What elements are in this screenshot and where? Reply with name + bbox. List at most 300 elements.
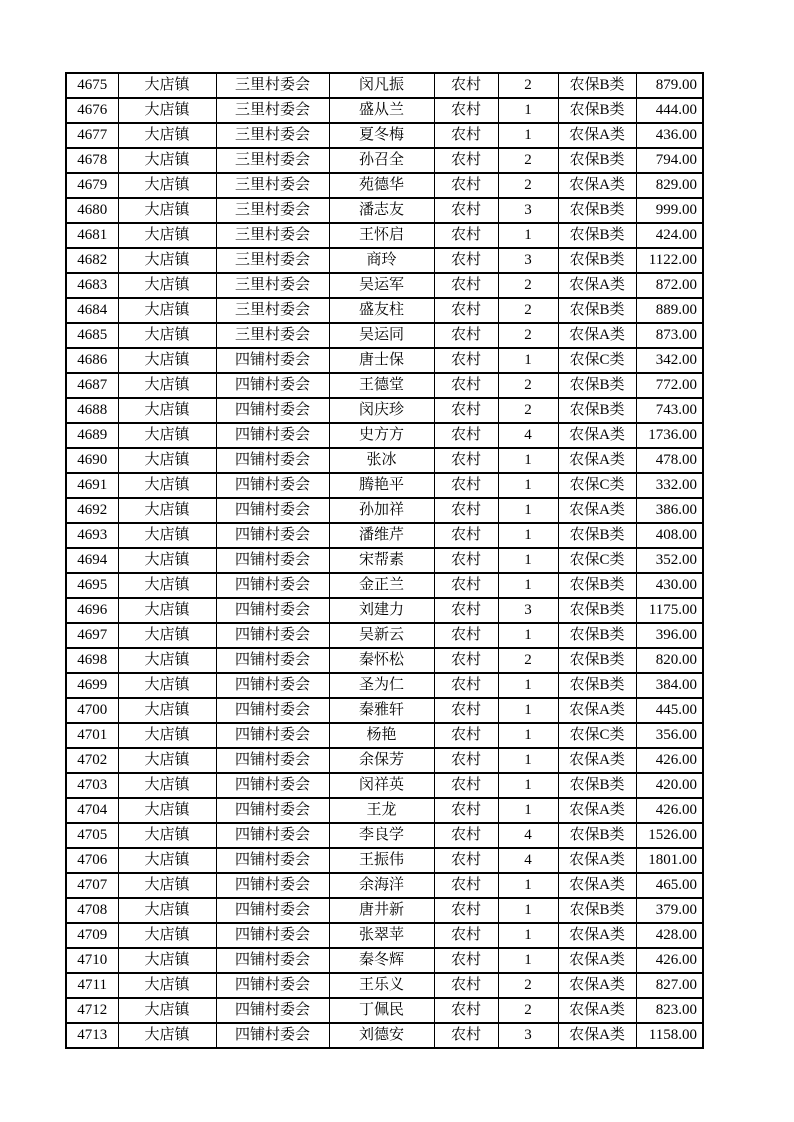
person-count-cell: 1	[498, 673, 558, 698]
amount-cell: 420.00	[636, 773, 703, 798]
amount-cell: 820.00	[636, 648, 703, 673]
person-name-cell: 圣为仁	[329, 673, 434, 698]
insurance-class-cell: 农保B类	[558, 673, 636, 698]
person-count-cell: 2	[498, 73, 558, 98]
insurance-class-cell: 农保A类	[558, 273, 636, 298]
person-count-cell: 4	[498, 823, 558, 848]
person-count-cell: 1	[498, 873, 558, 898]
town-cell: 大店镇	[118, 623, 216, 648]
town-cell: 大店镇	[118, 598, 216, 623]
town-cell: 大店镇	[118, 423, 216, 448]
village-committee-cell: 三里村委会	[216, 323, 329, 348]
person-name-cell: 金正兰	[329, 573, 434, 598]
village-committee-cell: 四铺村委会	[216, 773, 329, 798]
residence-type-cell: 农村	[434, 623, 498, 648]
person-name-cell: 孙召全	[329, 148, 434, 173]
serial-number-cell: 4696	[66, 598, 118, 623]
person-count-cell: 4	[498, 423, 558, 448]
town-cell: 大店镇	[118, 823, 216, 848]
amount-cell: 386.00	[636, 498, 703, 523]
table-row	[66, 198, 703, 223]
insurance-class-cell: 农保B类	[558, 898, 636, 923]
insurance-class-cell: 农保A类	[558, 423, 636, 448]
town-cell: 大店镇	[118, 773, 216, 798]
serial-number-cell: 4682	[66, 248, 118, 273]
table-row	[66, 348, 703, 373]
amount-cell: 1526.00	[636, 823, 703, 848]
amount-cell: 445.00	[636, 698, 703, 723]
insurance-class-cell: 农保B类	[558, 373, 636, 398]
table-row	[66, 423, 703, 448]
residence-type-cell: 农村	[434, 548, 498, 573]
table-row	[66, 298, 703, 323]
amount-cell: 408.00	[636, 523, 703, 548]
insurance-class-cell: 农保A类	[558, 698, 636, 723]
insurance-class-cell: 农保B类	[558, 598, 636, 623]
person-name-cell: 王怀启	[329, 223, 434, 248]
person-name-cell: 秦雅轩	[329, 698, 434, 723]
serial-number-cell: 4691	[66, 473, 118, 498]
person-name-cell: 秦怀松	[329, 648, 434, 673]
amount-cell: 879.00	[636, 73, 703, 98]
person-count-cell: 2	[498, 398, 558, 423]
table-row	[66, 923, 703, 948]
amount-cell: 823.00	[636, 998, 703, 1023]
person-name-cell: 吴运同	[329, 323, 434, 348]
person-name-cell: 史方方	[329, 423, 434, 448]
person-count-cell: 1	[498, 348, 558, 373]
serial-number-cell: 4695	[66, 573, 118, 598]
person-count-cell: 3	[498, 598, 558, 623]
amount-cell: 342.00	[636, 348, 703, 373]
person-count-cell: 1	[498, 523, 558, 548]
person-count-cell: 1	[498, 473, 558, 498]
person-count-cell: 1	[498, 773, 558, 798]
town-cell: 大店镇	[118, 798, 216, 823]
amount-cell: 436.00	[636, 123, 703, 148]
person-count-cell: 2	[498, 373, 558, 398]
table-row	[66, 98, 703, 123]
table-row	[66, 673, 703, 698]
town-cell: 大店镇	[118, 473, 216, 498]
insurance-class-cell: 农保A类	[558, 448, 636, 473]
amount-cell: 827.00	[636, 973, 703, 998]
insurance-class-cell: 农保A类	[558, 923, 636, 948]
person-count-cell: 1	[498, 748, 558, 773]
serial-number-cell: 4693	[66, 523, 118, 548]
residence-type-cell: 农村	[434, 98, 498, 123]
town-cell: 大店镇	[118, 1023, 216, 1048]
person-name-cell: 吴新云	[329, 623, 434, 648]
residence-type-cell: 农村	[434, 198, 498, 223]
amount-cell: 379.00	[636, 898, 703, 923]
insurance-class-cell: 农保A类	[558, 973, 636, 998]
residence-type-cell: 农村	[434, 1023, 498, 1048]
person-count-cell: 1	[498, 498, 558, 523]
residence-type-cell: 农村	[434, 723, 498, 748]
person-count-cell: 1	[498, 948, 558, 973]
insurance-class-cell: 农保B类	[558, 298, 636, 323]
town-cell: 大店镇	[118, 123, 216, 148]
amount-cell: 872.00	[636, 273, 703, 298]
serial-number-cell: 4713	[66, 1023, 118, 1048]
serial-number-cell: 4690	[66, 448, 118, 473]
serial-number-cell: 4697	[66, 623, 118, 648]
residence-type-cell: 农村	[434, 298, 498, 323]
village-committee-cell: 四铺村委会	[216, 673, 329, 698]
amount-cell: 352.00	[636, 548, 703, 573]
town-cell: 大店镇	[118, 223, 216, 248]
serial-number-cell: 4700	[66, 698, 118, 723]
town-cell: 大店镇	[118, 323, 216, 348]
person-name-cell: 唐士保	[329, 348, 434, 373]
person-name-cell: 腾艳平	[329, 473, 434, 498]
person-name-cell: 杨艳	[329, 723, 434, 748]
village-committee-cell: 四铺村委会	[216, 623, 329, 648]
town-cell: 大店镇	[118, 498, 216, 523]
insurance-class-cell: 农保A类	[558, 323, 636, 348]
insurance-class-cell: 农保A类	[558, 798, 636, 823]
serial-number-cell: 4683	[66, 273, 118, 298]
person-count-cell: 1	[498, 723, 558, 748]
village-committee-cell: 四铺村委会	[216, 873, 329, 898]
residence-type-cell: 农村	[434, 448, 498, 473]
serial-number-cell: 4676	[66, 98, 118, 123]
village-committee-cell: 四铺村委会	[216, 423, 329, 448]
person-name-cell: 余保芳	[329, 748, 434, 773]
residence-type-cell: 农村	[434, 523, 498, 548]
town-cell: 大店镇	[118, 748, 216, 773]
town-cell: 大店镇	[118, 873, 216, 898]
residence-type-cell: 农村	[434, 823, 498, 848]
serial-number-cell: 4701	[66, 723, 118, 748]
insurance-class-cell: 农保B类	[558, 148, 636, 173]
serial-number-cell: 4705	[66, 823, 118, 848]
person-name-cell: 张翠苹	[329, 923, 434, 948]
amount-cell: 743.00	[636, 398, 703, 423]
person-name-cell: 唐井新	[329, 898, 434, 923]
residence-type-cell: 农村	[434, 773, 498, 798]
amount-cell: 426.00	[636, 748, 703, 773]
serial-number-cell: 4709	[66, 923, 118, 948]
person-name-cell: 潘志友	[329, 198, 434, 223]
insurance-class-cell: 农保B类	[558, 223, 636, 248]
amount-cell: 889.00	[636, 298, 703, 323]
table-row	[66, 948, 703, 973]
insurance-class-cell: 农保C类	[558, 548, 636, 573]
person-name-cell: 李良学	[329, 823, 434, 848]
village-committee-cell: 四铺村委会	[216, 748, 329, 773]
residence-type-cell: 农村	[434, 473, 498, 498]
person-count-cell: 1	[498, 223, 558, 248]
town-cell: 大店镇	[118, 148, 216, 173]
insurance-class-cell: 农保A类	[558, 1023, 636, 1048]
village-committee-cell: 三里村委会	[216, 173, 329, 198]
insurance-class-cell: 农保B类	[558, 623, 636, 648]
person-name-cell: 刘建力	[329, 598, 434, 623]
amount-cell: 1122.00	[636, 248, 703, 273]
residence-type-cell: 农村	[434, 273, 498, 298]
village-committee-cell: 四铺村委会	[216, 548, 329, 573]
serial-number-cell: 4692	[66, 498, 118, 523]
insurance-class-cell: 农保A类	[558, 873, 636, 898]
table-row	[66, 898, 703, 923]
town-cell: 大店镇	[118, 373, 216, 398]
village-committee-cell: 三里村委会	[216, 73, 329, 98]
serial-number-cell: 4702	[66, 748, 118, 773]
table-row	[66, 698, 703, 723]
table-row	[66, 273, 703, 298]
town-cell: 大店镇	[118, 723, 216, 748]
amount-cell: 1158.00	[636, 1023, 703, 1048]
village-committee-cell: 四铺村委会	[216, 973, 329, 998]
insurance-class-cell: 农保A类	[558, 498, 636, 523]
village-committee-cell: 四铺村委会	[216, 498, 329, 523]
residence-type-cell: 农村	[434, 798, 498, 823]
village-committee-cell: 四铺村委会	[216, 798, 329, 823]
serial-number-cell: 4699	[66, 673, 118, 698]
town-cell: 大店镇	[118, 523, 216, 548]
person-name-cell: 商玲	[329, 248, 434, 273]
insurance-class-cell: 农保B类	[558, 648, 636, 673]
village-committee-cell: 四铺村委会	[216, 998, 329, 1023]
table-row	[66, 448, 703, 473]
amount-cell: 478.00	[636, 448, 703, 473]
amount-cell: 424.00	[636, 223, 703, 248]
residence-type-cell: 农村	[434, 373, 498, 398]
amount-cell: 772.00	[636, 373, 703, 398]
insurance-class-cell: 农保B类	[558, 823, 636, 848]
residence-type-cell: 农村	[434, 948, 498, 973]
amount-cell: 426.00	[636, 798, 703, 823]
town-cell: 大店镇	[118, 198, 216, 223]
person-count-cell: 2	[498, 273, 558, 298]
serial-number-cell: 4675	[66, 73, 118, 98]
town-cell: 大店镇	[118, 573, 216, 598]
table-row	[66, 73, 703, 98]
person-count-cell: 1	[498, 623, 558, 648]
amount-cell: 426.00	[636, 948, 703, 973]
amount-cell: 356.00	[636, 723, 703, 748]
person-name-cell: 闵庆珍	[329, 398, 434, 423]
table-row	[66, 848, 703, 873]
person-count-cell: 1	[498, 698, 558, 723]
serial-number-cell: 4685	[66, 323, 118, 348]
table-row	[66, 173, 703, 198]
serial-number-cell: 4710	[66, 948, 118, 973]
town-cell: 大店镇	[118, 273, 216, 298]
table-row	[66, 748, 703, 773]
person-name-cell: 张冰	[329, 448, 434, 473]
town-cell: 大店镇	[118, 948, 216, 973]
residence-type-cell: 农村	[434, 748, 498, 773]
person-count-cell: 2	[498, 998, 558, 1023]
village-committee-cell: 四铺村委会	[216, 648, 329, 673]
amount-cell: 384.00	[636, 673, 703, 698]
village-committee-cell: 四铺村委会	[216, 723, 329, 748]
village-committee-cell: 三里村委会	[216, 148, 329, 173]
town-cell: 大店镇	[118, 698, 216, 723]
serial-number-cell: 4708	[66, 898, 118, 923]
residence-type-cell: 农村	[434, 148, 498, 173]
serial-number-cell: 4687	[66, 373, 118, 398]
residence-type-cell: 农村	[434, 848, 498, 873]
residence-type-cell: 农村	[434, 348, 498, 373]
town-cell: 大店镇	[118, 398, 216, 423]
residence-type-cell: 农村	[434, 173, 498, 198]
table-row	[66, 823, 703, 848]
serial-number-cell: 4680	[66, 198, 118, 223]
table-row	[66, 373, 703, 398]
person-name-cell: 宋帮素	[329, 548, 434, 573]
village-committee-cell: 四铺村委会	[216, 398, 329, 423]
insurance-class-cell: 农保C类	[558, 723, 636, 748]
person-count-cell: 3	[498, 248, 558, 273]
residence-type-cell: 农村	[434, 673, 498, 698]
village-committee-cell: 三里村委会	[216, 123, 329, 148]
table-row	[66, 573, 703, 598]
residence-type-cell: 农村	[434, 998, 498, 1023]
amount-cell: 428.00	[636, 923, 703, 948]
person-name-cell: 余海洋	[329, 873, 434, 898]
amount-cell: 829.00	[636, 173, 703, 198]
person-name-cell: 盛友柱	[329, 298, 434, 323]
amount-cell: 1736.00	[636, 423, 703, 448]
town-cell: 大店镇	[118, 998, 216, 1023]
amount-cell: 1175.00	[636, 598, 703, 623]
person-name-cell: 王龙	[329, 798, 434, 823]
residence-type-cell: 农村	[434, 398, 498, 423]
person-count-cell: 3	[498, 198, 558, 223]
residence-type-cell: 农村	[434, 648, 498, 673]
village-committee-cell: 三里村委会	[216, 98, 329, 123]
person-name-cell: 盛从兰	[329, 98, 434, 123]
person-count-cell: 1	[498, 898, 558, 923]
village-committee-cell: 四铺村委会	[216, 948, 329, 973]
insurance-class-cell: 农保B类	[558, 98, 636, 123]
town-cell: 大店镇	[118, 973, 216, 998]
residence-type-cell: 农村	[434, 498, 498, 523]
table-row	[66, 873, 703, 898]
person-name-cell: 秦冬辉	[329, 948, 434, 973]
person-count-cell: 1	[498, 798, 558, 823]
insurance-class-cell: 农保A类	[558, 173, 636, 198]
serial-number-cell: 4694	[66, 548, 118, 573]
amount-cell: 1801.00	[636, 848, 703, 873]
serial-number-cell: 4681	[66, 223, 118, 248]
person-name-cell: 夏冬梅	[329, 123, 434, 148]
village-committee-cell: 四铺村委会	[216, 448, 329, 473]
serial-number-cell: 4711	[66, 973, 118, 998]
village-committee-cell: 四铺村委会	[216, 698, 329, 723]
table-row	[66, 473, 703, 498]
person-count-cell: 4	[498, 848, 558, 873]
village-committee-cell: 三里村委会	[216, 273, 329, 298]
table-row	[66, 248, 703, 273]
person-name-cell: 刘德安	[329, 1023, 434, 1048]
person-count-cell: 2	[498, 323, 558, 348]
village-committee-cell: 四铺村委会	[216, 898, 329, 923]
insurance-class-cell: 农保A类	[558, 748, 636, 773]
town-cell: 大店镇	[118, 923, 216, 948]
town-cell: 大店镇	[118, 673, 216, 698]
serial-number-cell: 4707	[66, 873, 118, 898]
amount-cell: 794.00	[636, 148, 703, 173]
person-count-cell: 1	[498, 548, 558, 573]
amount-cell: 999.00	[636, 198, 703, 223]
town-cell: 大店镇	[118, 348, 216, 373]
residence-type-cell: 农村	[434, 898, 498, 923]
residence-type-cell: 农村	[434, 73, 498, 98]
town-cell: 大店镇	[118, 648, 216, 673]
person-name-cell: 吴运军	[329, 273, 434, 298]
person-name-cell: 闵凡振	[329, 73, 434, 98]
table-row	[66, 648, 703, 673]
table-row	[66, 623, 703, 648]
person-count-cell: 1	[498, 573, 558, 598]
person-name-cell: 孙加祥	[329, 498, 434, 523]
insurance-class-cell: 农保A类	[558, 123, 636, 148]
amount-cell: 444.00	[636, 98, 703, 123]
town-cell: 大店镇	[118, 898, 216, 923]
village-committee-cell: 四铺村委会	[216, 823, 329, 848]
residence-type-cell: 农村	[434, 123, 498, 148]
person-name-cell: 闵祥英	[329, 773, 434, 798]
village-committee-cell: 四铺村委会	[216, 348, 329, 373]
person-name-cell: 潘维芹	[329, 523, 434, 548]
residence-type-cell: 农村	[434, 973, 498, 998]
amount-cell: 465.00	[636, 873, 703, 898]
person-count-cell: 3	[498, 1023, 558, 1048]
person-count-cell: 2	[498, 298, 558, 323]
table-row	[66, 398, 703, 423]
village-committee-cell: 四铺村委会	[216, 573, 329, 598]
serial-number-cell: 4689	[66, 423, 118, 448]
serial-number-cell: 4704	[66, 798, 118, 823]
table-row	[66, 598, 703, 623]
town-cell: 大店镇	[118, 248, 216, 273]
village-committee-cell: 三里村委会	[216, 248, 329, 273]
amount-cell: 873.00	[636, 323, 703, 348]
town-cell: 大店镇	[118, 73, 216, 98]
table-row	[66, 723, 703, 748]
person-count-cell: 2	[498, 148, 558, 173]
residence-type-cell: 农村	[434, 698, 498, 723]
table-row	[66, 798, 703, 823]
serial-number-cell: 4684	[66, 298, 118, 323]
town-cell: 大店镇	[118, 98, 216, 123]
person-count-cell: 1	[498, 448, 558, 473]
insurance-class-cell: 农保B类	[558, 523, 636, 548]
insurance-class-cell: 农保B类	[558, 248, 636, 273]
person-name-cell: 苑德华	[329, 173, 434, 198]
person-count-cell: 2	[498, 648, 558, 673]
serial-number-cell: 4679	[66, 173, 118, 198]
village-committee-cell: 四铺村委会	[216, 523, 329, 548]
serial-number-cell: 4698	[66, 648, 118, 673]
insurance-class-cell: 农保B类	[558, 73, 636, 98]
town-cell: 大店镇	[118, 448, 216, 473]
person-count-cell: 1	[498, 923, 558, 948]
residence-type-cell: 农村	[434, 223, 498, 248]
benefits-table	[65, 72, 704, 1049]
serial-number-cell: 4706	[66, 848, 118, 873]
table-row	[66, 998, 703, 1023]
person-count-cell: 2	[498, 173, 558, 198]
table-row	[66, 123, 703, 148]
village-committee-cell: 四铺村委会	[216, 1023, 329, 1048]
insurance-class-cell: 农保B类	[558, 573, 636, 598]
